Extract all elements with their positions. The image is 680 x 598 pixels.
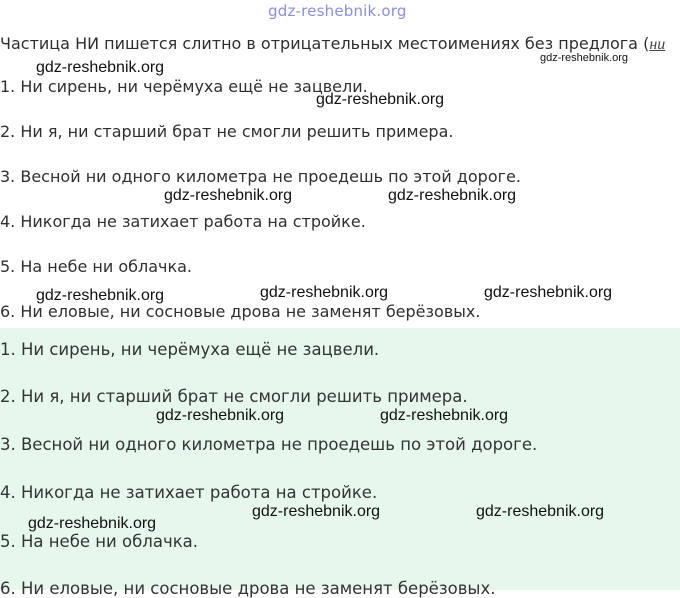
answer-2: 2. Ни я, ни старший брат не смогли решить примера. bbox=[0, 387, 468, 406]
watermark: gdz-reshebnik.org bbox=[36, 287, 165, 304]
watermark: gdz-reshebnik.org bbox=[36, 59, 165, 76]
answer-5: 5. На небе ни облачка. bbox=[0, 532, 199, 551]
watermark: gdz-reshebnik.org bbox=[540, 52, 629, 64]
rule-heading bbox=[0, 34, 680, 54]
watermark: gdz-reshebnik.org bbox=[164, 187, 293, 204]
watermark: gdz-reshebnik.org bbox=[316, 91, 445, 108]
watermark: gdz-reshebnik.org bbox=[252, 503, 381, 520]
site-link[interactable]: gdz-reshebnik.org bbox=[268, 2, 407, 20]
watermark: gdz-reshebnik.org bbox=[156, 407, 285, 424]
answer-4: 4. Никогда не затихает работа на стройке. bbox=[0, 483, 378, 502]
rule-text: Частица НИ пишется слитно в отрицательных местоимениях без предлога ( bbox=[0, 34, 650, 53]
answer-6: 6. Ни еловые, ни сосновые дрова не заменят берёзовых. bbox=[0, 579, 496, 598]
watermark: gdz-reshebnik.org bbox=[484, 284, 613, 301]
watermark: gdz-reshebnik.org bbox=[260, 284, 389, 301]
watermark: gdz-reshebnik.org bbox=[476, 503, 605, 520]
sentence-4: 4. Никогда не затихает работа на стройке. bbox=[0, 212, 366, 231]
watermark: gdz-reshebnik.org bbox=[388, 187, 517, 204]
answer-3: 3. Весной ни одного километра не проедешь по этой дороге. bbox=[0, 435, 538, 454]
sentence-5: 5. На небе ни облачка. bbox=[0, 257, 193, 276]
sentence-2: 2. Ни я, ни старший брат не смогли решить примера. bbox=[0, 122, 454, 141]
sentence-1: 1. Ни сирень, ни черёмуха ещё не зацвели. bbox=[0, 77, 368, 96]
watermark: gdz-reshebnik.org bbox=[28, 515, 157, 532]
watermark: gdz-reshebnik.org bbox=[380, 407, 509, 424]
answer-block bbox=[0, 328, 680, 598]
rule-example-ni: ни bbox=[649, 36, 666, 53]
answer-1: 1. Ни сирень, ни черёмуха ещё не зацвели. bbox=[0, 340, 380, 359]
sentence-3: 3. Весной ни одного километра не проедешь по этой дороге. bbox=[0, 167, 521, 186]
sentence-6: 6. Ни еловые, ни сосновые дрова не заменят берёзовых. bbox=[0, 302, 481, 321]
